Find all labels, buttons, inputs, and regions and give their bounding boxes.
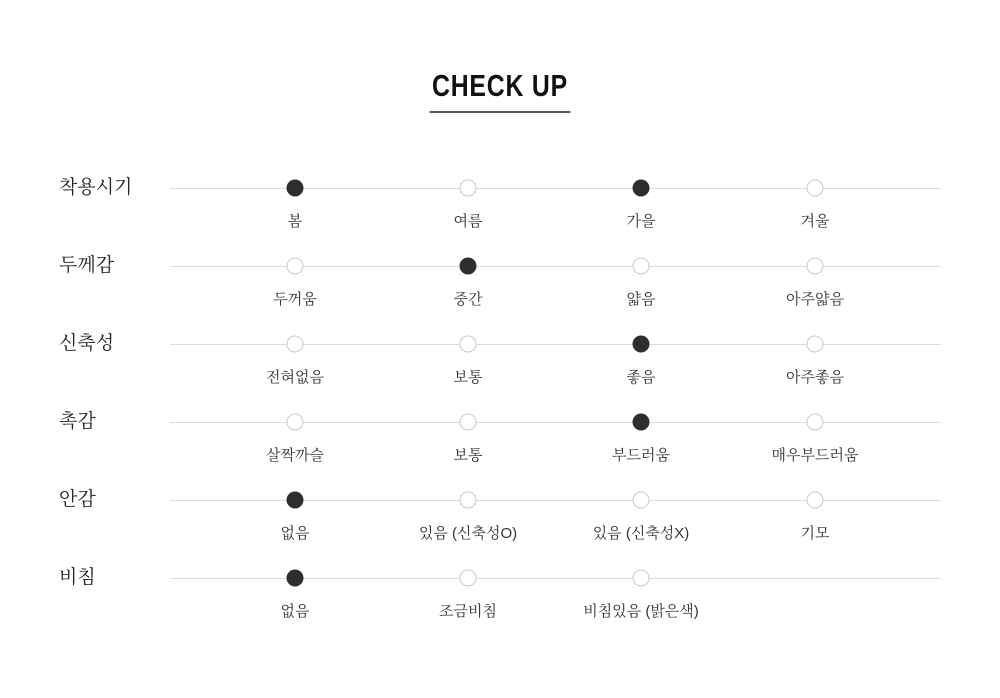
option-dot-empty [807, 258, 824, 275]
option-label: 얇음 [626, 291, 656, 308]
option-dot-empty [460, 336, 477, 353]
option-dot-filled [460, 258, 477, 275]
option-dot-empty [460, 414, 477, 431]
option-label: 있음 (신축성X) [592, 525, 690, 542]
option-label: 매우부드러움 [771, 447, 859, 464]
page-title: CHECK UP [430, 68, 571, 113]
option-label: 살짝까슬 [266, 447, 324, 464]
option-dot-empty [633, 570, 650, 587]
option-label: 좋음 [626, 369, 656, 386]
option-label: 두꺼움 [273, 291, 317, 308]
option-dot-filled [287, 180, 304, 197]
option-label: 겨울 [800, 213, 830, 230]
option-dot-empty [460, 180, 477, 197]
option-label: 보통 [453, 369, 483, 386]
option-dot-filled [287, 492, 304, 509]
option-dot-empty [287, 414, 304, 431]
option-dot-empty [807, 180, 824, 197]
option-label: 전혀없음 [266, 369, 324, 386]
attribute-label: 두께감 [59, 255, 115, 277]
option-label: 비침있음 (밝은색) [583, 603, 699, 620]
option-dot-empty [460, 492, 477, 509]
option-label: 부드러움 [612, 447, 670, 464]
option-label: 없음 [280, 603, 310, 620]
attribute-row [0, 394, 1000, 472]
page-title-wrap [0, 68, 1000, 113]
option-dot-empty [807, 492, 824, 509]
attribute-row [0, 316, 1000, 394]
option-dot-empty [633, 492, 650, 509]
checkup-rows [0, 160, 1000, 628]
option-dot-empty [807, 336, 824, 353]
option-dot-empty [287, 336, 304, 353]
option-label: 없음 [280, 525, 310, 542]
option-dot-filled [633, 414, 650, 431]
option-label: 봄 [287, 213, 303, 230]
option-dot-empty [807, 414, 824, 431]
attribute-label: 안감 [59, 489, 96, 511]
attribute-row [0, 550, 1000, 628]
attribute-label: 촉감 [59, 411, 96, 433]
option-label: 조금비침 [439, 603, 497, 620]
attribute-row [0, 472, 1000, 550]
option-dot-empty [633, 258, 650, 275]
option-dot-filled [633, 336, 650, 353]
option-label: 여름 [453, 213, 483, 230]
option-label: 가을 [626, 213, 656, 230]
option-label: 기모 [800, 525, 830, 542]
attribute-label: 착용시기 [59, 177, 133, 199]
attribute-label: 비침 [59, 567, 96, 589]
option-dot-filled [633, 180, 650, 197]
option-dot-filled [287, 570, 304, 587]
option-label: 중간 [453, 291, 483, 308]
attribute-row [0, 160, 1000, 238]
option-label: 있음 (신축성O) [418, 525, 518, 542]
option-label: 아주좋음 [786, 369, 844, 386]
option-dot-empty [460, 570, 477, 587]
attribute-row [0, 238, 1000, 316]
option-label: 아주얇음 [786, 291, 844, 308]
option-dot-empty [287, 258, 304, 275]
attribute-label: 신축성 [59, 333, 115, 355]
option-label: 보통 [453, 447, 483, 464]
